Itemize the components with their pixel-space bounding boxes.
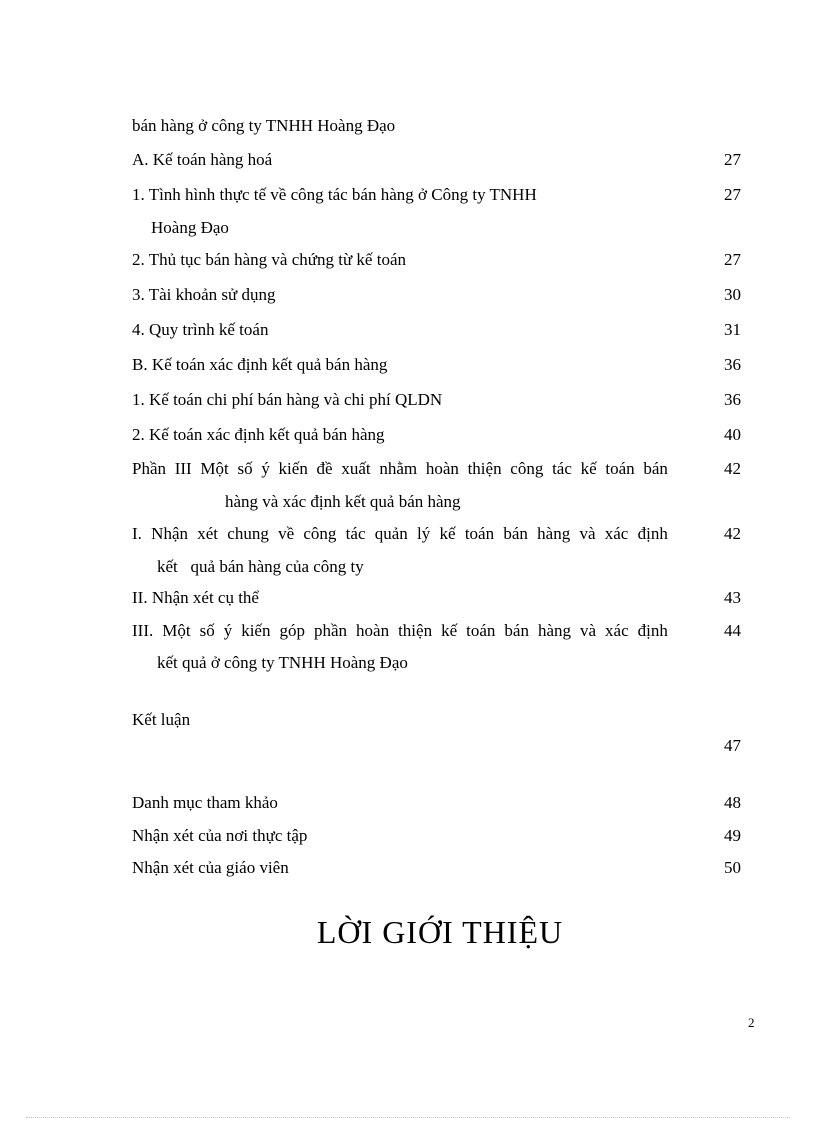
toc-word: hàng [537,524,571,543]
toc-word: hàng [537,621,571,640]
toc-word: toán [464,524,495,543]
toc-entry-text: II. Nhận xét cụ thể [132,588,259,607]
toc-entry-text [132,621,668,641]
toc-word: góp [279,621,305,640]
toc-word: bán [503,524,528,543]
toc-entry-page: 44 [724,621,741,640]
toc-word: và [580,621,597,640]
toc-entry-page: 48 [724,793,741,812]
toc-word: hoàn [356,621,390,640]
toc-entry-text: 2. Thủ tục bán hàng và chứng từ kế toán [132,250,406,269]
toc-entry-page: 49 [724,826,741,845]
toc-entry-page: 40 [724,425,741,444]
toc-entry-text [132,459,668,479]
toc-word: bán [504,621,529,640]
toc-word: Một [200,459,229,478]
toc-word: ý [223,621,233,640]
toc-entry-text: Danh mục tham khảo [132,793,278,812]
toc-entry-page: 50 [724,858,741,877]
toc-word: Phần [132,459,166,478]
toc-word: quản [374,524,408,543]
toc-entry-page: 36 [724,355,741,374]
toc-word: đề [316,459,333,478]
toc-word: chung [227,524,269,543]
toc-word: số [237,459,253,478]
toc-word: kế [441,621,458,640]
toc-entry-page: 36 [724,390,741,409]
toc-word: Một [162,621,191,640]
toc-entry-page: 43 [724,588,741,607]
toc-word: nhằm [379,459,418,478]
toc-word: thiện [467,459,502,478]
toc-word: toán [605,459,635,478]
toc-entry-text: Nhận xét của giáo viên [132,858,289,877]
toc-entry-text: B. Kế toán xác định kết quả bán hàng [132,355,388,374]
toc-word: kiến [241,621,271,640]
toc-entry-page: 27 [724,150,741,169]
toc-word: về [278,524,295,543]
toc-word: công [510,459,544,478]
toc-word: phần [313,621,348,640]
toc-word: III. [132,621,154,640]
toc-word: công [303,524,337,543]
toc-entry-text: 3. Tài khoản sử dụng [132,285,276,304]
toc-word: tác [552,459,572,478]
toc-word: lý [417,524,431,543]
toc-word: định [637,621,668,640]
toc-word: kiến [278,459,308,478]
toc-word: bán [643,459,668,478]
toc-entry-page: 42 [724,459,741,478]
toc-word: và [579,524,596,543]
toc-word: I. [132,524,142,543]
toc-word: hoàn [425,459,459,478]
toc-entry-page: 27 [724,185,741,204]
toc-entry-text: A. Kế toán hàng hoá [132,150,273,169]
toc-word: ý [261,459,270,478]
toc-word: kế [580,459,597,478]
toc-word: xét [197,524,219,543]
toc-word: tác [345,524,366,543]
toc-word: xác [605,621,629,640]
toc-entry-page: 31 [724,320,741,339]
toc-entry-text: 2. Kế toán xác định kết quả bán hàng [132,425,385,444]
toc-entry-page: 47 [724,736,741,755]
toc-word: toán [466,621,496,640]
toc-entry-text: Nhận xét của nơi thực tập [132,826,308,845]
toc-word: kế [439,524,456,543]
toc-word: xuất [341,459,371,478]
toc-entry-page: 27 [724,250,741,269]
page-footer-divider [26,1117,790,1118]
toc-word: xác [604,524,629,543]
toc-word: số [199,621,215,640]
toc-word: III [174,459,192,478]
toc-entry-page: 30 [724,285,741,304]
document-page: bán hàng ở công ty TNHH Hoàng Đạo A. Kế toán hàng hoá 27 1. Tình hình thực tế về công tác bán hàng ở Công ty TNHH 27 Hoàng Đạo 2. Thủ tục bán hàng và chứng từ kế toán 27 3. Tài khoản sử dụng 30 4. Quy trình kế toán 31 B. Kế toán xác định kết quả bán hàng 36 1. Kế toán chi phí bán hàng và chi phí QLDN 36 2. Kế toán xác định kết quả bán hàng 40 Phần III Một số ý kiến đề xuất nhằm hoàn thiện công tác kế toán bán 42 hàng và xác định kết quả bán hàng I. Nhận xét chung về công tác quản lý kế toán bán hàng và xác định 42 kết quả bán hàng của công ty II. Nhận xét cụ thể 43 III. Một số ý kiến góp phần hoàn thiện kế toán bán hàng và xác định 44 kết quả ở công ty TNHH Hoàng Đạo Kết luận 47 Danh mục tham khảo 48 Nhận xét của nơi thực tập 49 Nhận xét của giáo viên 50 LỜI GIỚI THIỆU 2 [0,0,816,1123]
toc-entry-text [132,524,668,544]
toc-entry-page: 42 [724,524,741,543]
section-title: LỜI GIỚI THIỆU [316,914,564,950]
toc-entry-text: 4. Quy trình kế toán [132,320,269,339]
toc-entry-text: Kết luận [132,710,191,729]
toc-entry-text: 1. Kế toán chi phí bán hàng và chi phí QLDN [132,390,443,409]
toc-word: Nhận [151,524,188,543]
toc-entry-text: 1. Tình hình thực tế về công tác bán hàng ở Công ty TNHH [132,185,537,204]
page-number: 2 [748,1015,755,1030]
toc-word: thiện [398,621,433,640]
toc-word: định [637,524,668,543]
